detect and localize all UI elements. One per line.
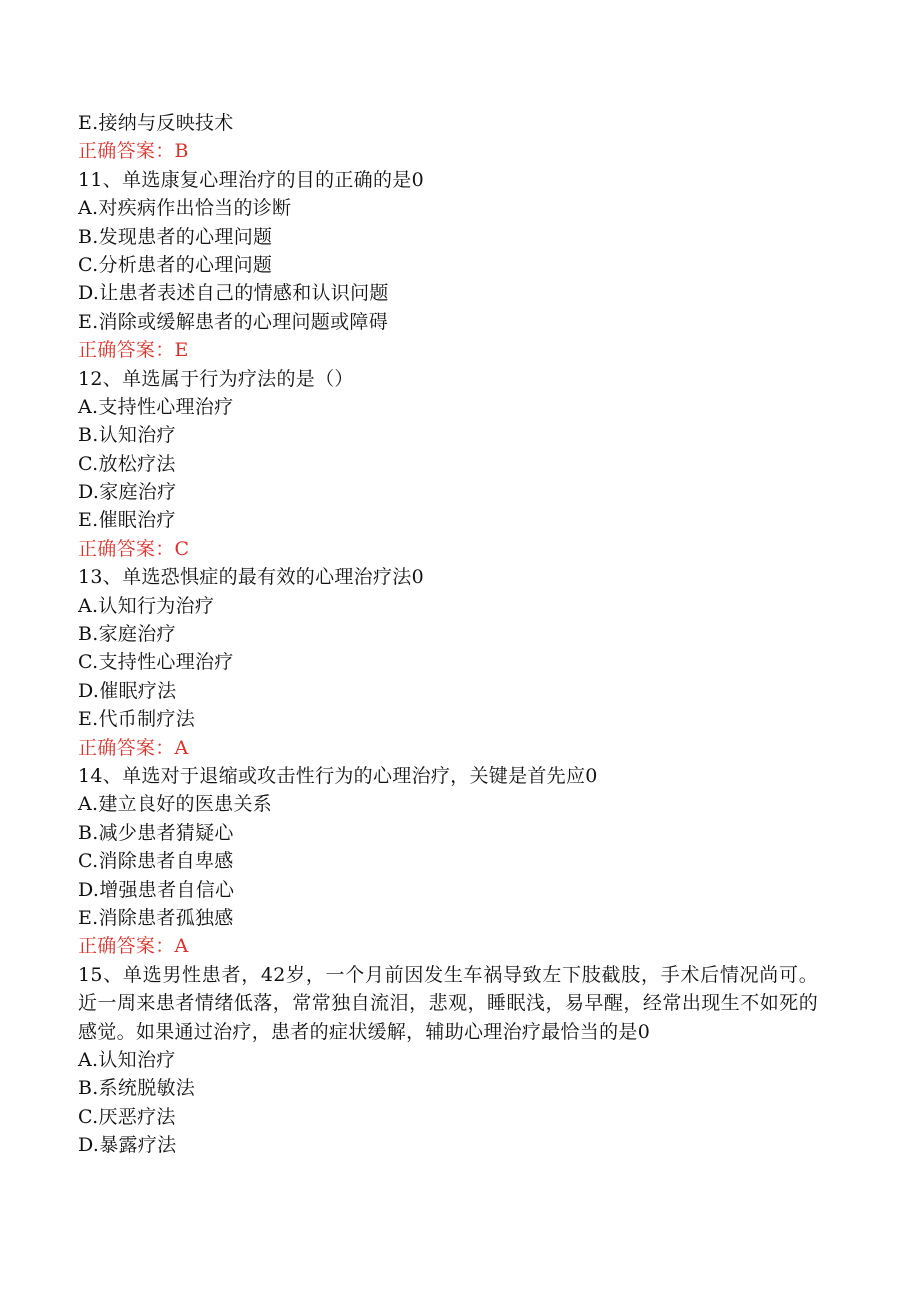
question-stem-14: 14、单选对于退缩或攻击性行为的心理治疗，关键是首先应0: [78, 764, 598, 787]
option-b: B.发现患者的心理问题: [78, 225, 273, 248]
option-c: C.消除患者自卑感: [78, 850, 234, 873]
option-c: C.分析患者的心理问题: [78, 253, 273, 276]
question-stem-11: 11、单选康复心理治疗的目的正确的是0: [78, 168, 424, 191]
option-a: A.认知治疗: [78, 1048, 176, 1071]
option-d: D.家庭治疗: [78, 481, 177, 504]
option-b: B.系统脱敏法: [78, 1077, 196, 1100]
correct-answer: 正确答案：B: [78, 140, 189, 163]
option-c: C.厌恶疗法: [78, 1105, 176, 1128]
document-page: [78, 109, 838, 1160]
option-e: E.消除或缓解患者的心理问题或障碍: [78, 310, 389, 333]
option-d: D.暴露疗法: [78, 1134, 177, 1157]
option-a: A.认知行为治疗: [78, 594, 215, 617]
correct-answer: 正确答案：A: [78, 935, 189, 958]
question-stem-12: 12、单选属于行为疗法的是（）: [78, 367, 354, 390]
option-a: A.支持性心理治疗: [78, 395, 234, 418]
correct-answer: 正确答案：A: [78, 736, 189, 759]
option-b: B.家庭治疗: [78, 623, 176, 646]
option-b: B.认知治疗: [78, 424, 176, 447]
option-d: D.增强患者自信心: [78, 878, 235, 901]
option-c: C.支持性心理治疗: [78, 651, 234, 674]
option-e: E.代币制疗法: [78, 708, 196, 731]
option-e: E.接纳与反映技术: [78, 112, 234, 134]
question-stem-13: 13、单选恐惧症的最有效的心理治疗法0: [78, 566, 424, 589]
option-d: D.让患者表述自己的情感和认识问题: [78, 282, 389, 305]
option-e: E.消除患者孤独感: [78, 906, 234, 929]
option-c: C.放松疗法: [78, 452, 176, 475]
option-d: D.催眠疗法: [78, 679, 177, 702]
question-stem-15: 15、单选男性患者，42岁，一个月前因发生车祸导致左下肢截肢，手术后情况尚可。近一周来患者情绪低落，常常独自流泪，悲观，睡眠浅，易早醒，经常出现生不如死的感觉。如果通过治疗，患者的症状缓解，辅助心理治疗最恰当的是0: [78, 963, 818, 1043]
correct-answer: 正确答案：E: [78, 339, 189, 362]
option-a: A.对疾病作出恰当的诊断: [78, 197, 292, 220]
option-a: A.建立良好的医患关系: [78, 793, 273, 816]
option-e: E.催眠治疗: [78, 509, 176, 532]
correct-answer: 正确答案：C: [78, 537, 190, 560]
option-b: B.减少患者猜疑心: [78, 821, 234, 844]
